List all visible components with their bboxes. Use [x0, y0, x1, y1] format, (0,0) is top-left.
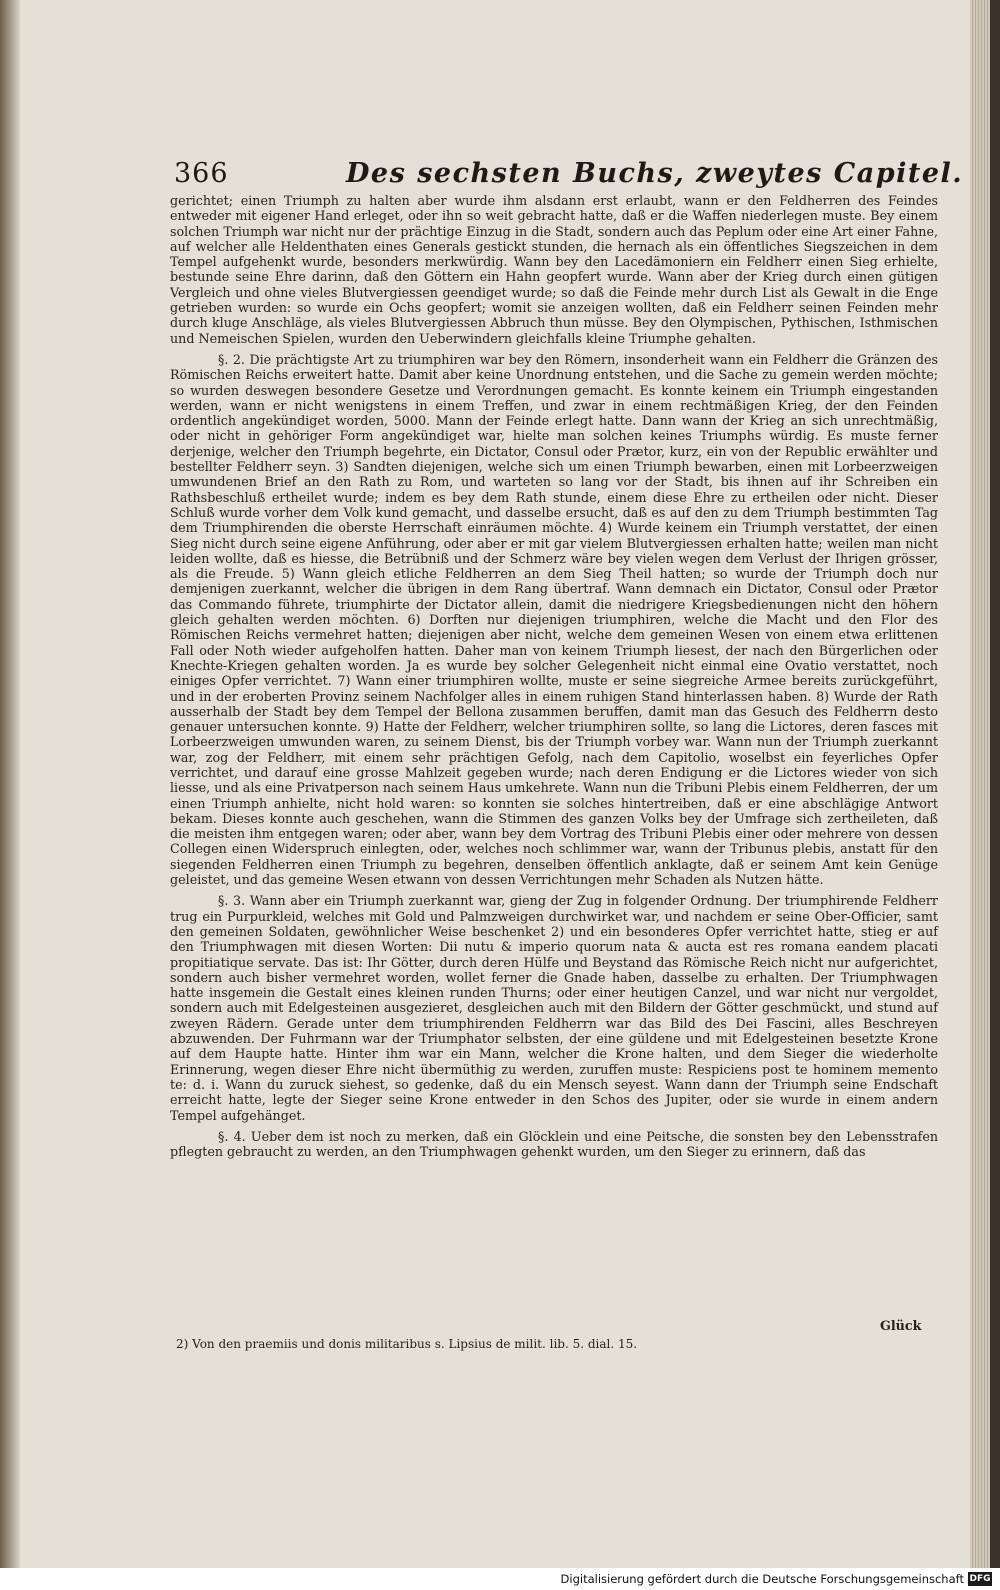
catchword: Glück	[880, 1318, 922, 1333]
footnote: 2) Von den praemiis und donis militaribus s. Lipsius de milit. lib. 5. dial. 15.	[176, 1337, 638, 1351]
book-cover-edge	[990, 0, 1000, 1568]
book-spine	[0, 0, 20, 1568]
digitization-credit: Digitalisierung gefördert durch die Deutsche Forschungsgemeinschaft	[560, 1572, 964, 1586]
paragraph-section-3: §. 3. Wann aber ein Triumph zuerkannt war, gieng der Zug in folgender Ordnung. Der triumphirende Feldherr trug ein Purpurkleid, welches mit Gold und Palmzweigen durchwirket war, und nachdem er seine Ober-Officier, samt den gemeinen Soldaten, gewöhnlicher Weise beschenket 2) und ein besonderes Opfer verrichtet hatte, stieg er auf den Triumphwagen mit diesen Worten: Dii nutu & imperio quorum nata & aucta est res romana eandem placati propitiatique servate. Das ist: Ihr Götter, durch deren Hülfe und Beystand das Römische Reich nicht nur aufgerichtet, sondern auch bisher vermehret worden, wollet ferner die Gnade haben, dasselbe zu erhalten. Der Triumphwagen hatte insgemein die Gestalt eines kleinen runden Thurns; oder einer heutigen Canzel, und war nicht nur vergoldet, sondern auch mit Edelgesteinen ausgezieret, desgleichen auch mit den Bildern der Götter geschmückt, und stund auf zweyen Rädern. Gerade unter dem triumphirenden Feldherrn war das Bild des Dei Fascini, alles Beschreyen abzuwenden. Der Fuhrmann war der Triumphator selbsten, der eine güldene und mit Edelgesteinen besetzte Krone auf dem Haupte hatte. Hinter ihm war ein Mann, welcher die Krone halten, und dem Sieger die wiederholte Erinnerung, wegen dieser Ehre nicht übermüthig zu werden, zuruffen muste: Respiciens post te hominem memento te: d. i. Wann du zuruck siehest, so gedenke, daß du ein Mensch seyest. Wann dann der Triumph seine Endschaft erreicht hatte, legte der Sieger seine Krone entweder in den Schos des Jupiter, oder sie wurde in einem andern Tempel aufgehänget.	[170, 893, 938, 1123]
paragraph-continuation: gerichtet; einen Triumph zu halten aber wurde ihm alsdann erst erlaubt, wann er den Feldherren des Feindes entweder mit eigener Hand erleget, oder ihn so weit gebracht hatte, daß er die Waffen niederlegen muste. Bey einem solchen Triumph war nicht nur der prächtige Einzug in die Stadt, sondern auch das Peplum oder eine Art einer Fahne, auf welcher alle Heldenthaten eines Generals gestickt stunden, die hernach als ein öffentliches Siegszeichen in dem Tempel aufgehenkt wurde, besonders merkwürdig. Wann bey den Lacedämoniern ein Feldherr einen Sieg erhielte, bestunde seine Ehre darinn, daß den Göttern ein Hahn geopfert wurde. Wann aber der Krieg durch einen gütigen Vergleich und ohne vieles Blutvergiessen geendiget wurde; so daß die Feinde mehr durch List als Gewalt in die Enge getrieben wurden: so wurde ein Ochs geopfert; womit sie anzeigen wollten, daß ein Feldherr seinen Feinden mehr durch kluge Anschläge, als vieles Blutvergiessen Abbruch thun müsse. Bey den Olympischen, Pythischen, Isthmischen und Nemeischen Spielen, wurden den Ueberwindern gleichfalls kleine Triumphe gehalten.	[170, 193, 938, 346]
paragraph-section-4: §. 4. Ueber dem ist noch zu merken, daß ein Glöcklein und eine Peitsche, die sonsten bey den Lebensstrafen pflegten gebraucht zu werden, an den Triumphwagen gehenkt wurden, um den Sieger zu erinnern, daß das	[170, 1128, 938, 1160]
running-head: Des sechsten Buchs, zweytes Capitel.	[346, 158, 964, 189]
body-text	[170, 193, 938, 1159]
page-number: 366	[174, 158, 229, 189]
page-header	[174, 158, 964, 192]
paragraph-section-2: §. 2. Die prächtigste Art zu triumphiren war bey den Römern, insonderheit wann ein Feldherr die Gränzen des Römischen Reichs erweitert hatte. Damit aber keine Unordnung entstehen, und die Sache zu gemein werden möchte; so wurden deswegen besondere Gesetze und Verordnungen gemacht. Es konnte keinem ein Triumph eingestanden werden, wann er nicht wenigstens in einem Treffen, und zwar in einem rechtmäßigen Krieg, der den Feinden ordentlich angekündiget worden, 5000. Mann der Feinde erlegt hatte. Dann wann der Krieg an sich unrechtmäßig, oder nicht in gehöriger Form angekündiget war, hielte man solchen keines Triumphs würdig. Es muste ferner derjenige, welcher den Triumph begehrte, ein Dictator, Consul oder Prætor, kurz, ein von der Republic erwählter und bestellter Feldherr seyn. 3) Sandten diejenigen, welche sich um einen Triumph bewarben, einen mit Lorbeerzweigen umwundenen Brief an den Rath zu Rom, und warteten so lang vor der Stadt, bis ihnen auf ihr Schreiben ein Rathsbeschluß ertheilet wurde; indem es bey dem Rath stunde, einem diese Ehre zu ertheilen oder nicht. Dieser Schluß wurde vorher dem Volk kund gemacht, und dasselbe ersucht, daß es auf den zu dem Triumph bestimmten Tag dem Triumphirenden die oberste Herrschaft einräumen möchte. 4) Wurde keinem ein Triumph verstattet, der einen Sieg nicht durch seine eigene Anführung, oder aber er mit gar vielem Blutvergiessen erhalten hatte; weilen man nicht leiden wollte, daß es hiesse, die Betrübniß und der Schmerz wäre bey vielen wegen dem Verlust der Ihrigen grösser, als die Freude. 5) Wann gleich etliche Feldherren an dem Sieg Theil hatten; so wurde der Triumph doch nur demjenigen zuerkannt, welcher die übrigen in dem Rang übertraf. Wann demnach ein Dictator, Consul oder Prætor das Commando führete, triumphirte der Dictator allein, damit die niedrigere Kriegsbedienungen nicht den höhern gleich gehalten werden möchten. 6) Dorften nur diejenigen triumphiren, welche die Macht und den Flor des Römischen Reichs vermehret hatten; diejenigen aber nicht, welche dem gemeinen Wesen von einem etwa erlittenen Fall oder Noth wieder aufgeholfen hatten. Daher man von keinem Triumph liesest, der nach den Bürgerlichen oder Knechte-Kriegen gehalten worden. Ja es wurde bey solcher Gelegenheit nicht einmal eine Ovatio verstattet, noch einiges Opfer verrichtet. 7) Wann einer triumphiren wollte, muste er seine siegreiche Armee bereits zurückgeführt, und in der eroberten Provinz seinem Nachfolger alles in einem ruhigen Stand hinterlassen haben. 8) Wurde der Rath ausserhalb der Stadt bey dem Tempel der Bellona zusammen beruffen, damit man das Gesuch des Feldherrn desto genauer untersuchen konnte. 9) Hatte der Feldherr, welcher triumphiren sollte, so lang die Lictores, deren fasces mit Lorbeerzweigen umwunden waren, zu seinem Dienst, bis der Triumph vorbey war. Wann nun der Triumph zuerkannt war, zog der Feldherr, mit einem sehr prächtigen Gefolg, nach dem Capitolio, woselbst ein feyerliches Opfer verrichtet, und darauf eine grosse Mahlzeit gegeben wurde; nach deren Endigung er die Lictores wieder von sich liesse, und als eine Privatperson nach seinem Haus umkehrete. Wann nun die Tribuni Plebis einem Feldherren, der um einen Triumph anhielte, nicht hold waren: so konnten sie solches hintertreiben, daß er eine abschlägige Antwort bekam. Dieses konnte auch geschehen, wann die Stimmen des ganzen Volks bey der Umfrage sich zertheileten, daß die meisten ihm entgegen waren; oder aber, wann bey dem Vortrag des Tribuni Plebis einer oder mehrere von dessen Collegen einen Widerspruch einlegten, oder, welches noch schlimmer war, wann der Tribunus plebis, anstatt für den siegenden Feldherren einen Triumph zu begehren, denselben öffentlich anklagte, daß er seinem Amt kein Genüge geleistet, und das gemeine Wesen etwann von dessen Verrichtungen mehr Schaden als Nutzen hätte.	[170, 351, 938, 888]
dfg-logo-icon: DFG	[969, 1574, 991, 1584]
